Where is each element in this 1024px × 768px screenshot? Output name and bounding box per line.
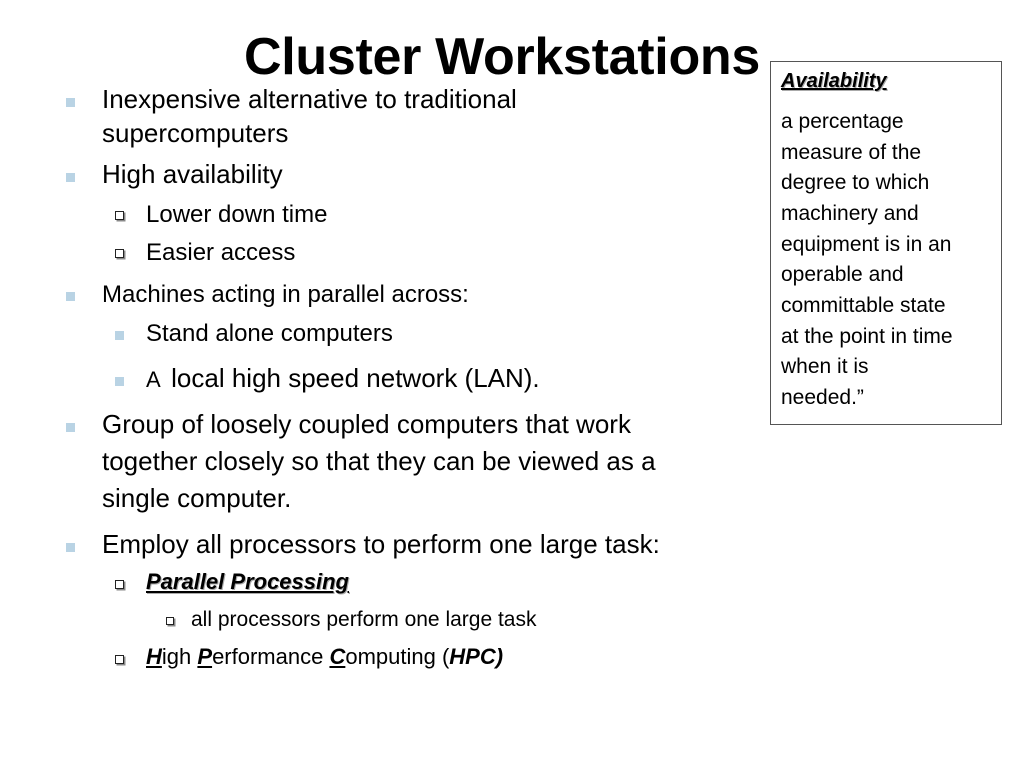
bullet-text: supercomputers: [102, 118, 289, 149]
bullet-group-coupled: [102, 406, 656, 517]
definition-body: [781, 107, 991, 414]
definition-line: equipment is in an: [781, 232, 952, 256]
bullet-text: Group of loosely coupled computers that work: [102, 409, 631, 439]
hollow-square-bullet-icon: [115, 655, 124, 664]
definition-line: when it is: [781, 355, 869, 379]
hpc-text-erformance: erformance: [212, 644, 330, 669]
definition-line: operable and: [781, 263, 904, 287]
definition-line: at the point in time: [781, 324, 953, 348]
square-bullet-icon: [66, 292, 75, 301]
square-bullet-icon: [66, 173, 75, 182]
bullet-machines-parallel: Machines acting in parallel across:: [102, 281, 469, 308]
definition-line: measure of the: [781, 140, 922, 164]
sub-bullet-easier-access: Easier access: [146, 239, 296, 266]
slide-title: Cluster Workstations: [243, 28, 761, 86]
hollow-square-bullet-icon: [166, 617, 174, 625]
hollow-square-bullet-icon: [115, 580, 124, 589]
definition-line: degree to which: [781, 171, 930, 195]
bullet-text: single computer.: [102, 482, 292, 513]
hpc-letter-h: H: [146, 644, 162, 669]
bullet-text: together closely so that they can be viewed as a: [102, 445, 656, 476]
hpc-text-omputing: omputing (: [345, 644, 450, 669]
sub-bullet-lan: [146, 361, 540, 395]
square-bullet-icon: [115, 331, 124, 340]
bullet-text: Inexpensive alternative to traditional: [102, 84, 517, 114]
sub-bullet-text: local high speed network (LAN).: [171, 363, 540, 393]
definition-line: a percentage: [781, 110, 904, 133]
hpc-text-igh: igh: [161, 644, 198, 669]
definition-line: machinery and: [781, 201, 919, 225]
sub-bullet-hpc: [146, 642, 503, 671]
sub-bullet-prefix: A: [146, 367, 161, 392]
bullet-employ-processors: Employ all processors to perform one large task:: [102, 529, 660, 559]
definition-heading: Availability: [781, 70, 887, 92]
square-bullet-icon: [66, 543, 75, 552]
hollow-square-bullet-icon: [115, 211, 124, 220]
hpc-letter-c: C: [329, 644, 346, 669]
hollow-square-bullet-icon: [115, 249, 124, 258]
hpc-acronym: HPC): [449, 644, 504, 669]
sub-bullet-parallel-processing: Parallel Processing: [146, 569, 349, 594]
definition-line: committable state: [781, 293, 946, 317]
bullet-inexpensive: [102, 82, 517, 151]
sub-bullet-stand-alone: Stand alone computers: [146, 320, 393, 347]
sub-bullet-lower-down-time: Lower down time: [146, 201, 328, 228]
bullet-high-availability: High availability: [102, 159, 283, 189]
sub-sub-bullet-all-processors: all processors perform one large task: [191, 608, 537, 631]
definition-box: [770, 61, 1002, 425]
hpc-letter-p: P: [197, 644, 213, 669]
square-bullet-icon: [66, 423, 75, 432]
definition-line: needed.”: [781, 385, 864, 409]
square-bullet-icon: [66, 98, 75, 107]
square-bullet-icon: [115, 377, 124, 386]
